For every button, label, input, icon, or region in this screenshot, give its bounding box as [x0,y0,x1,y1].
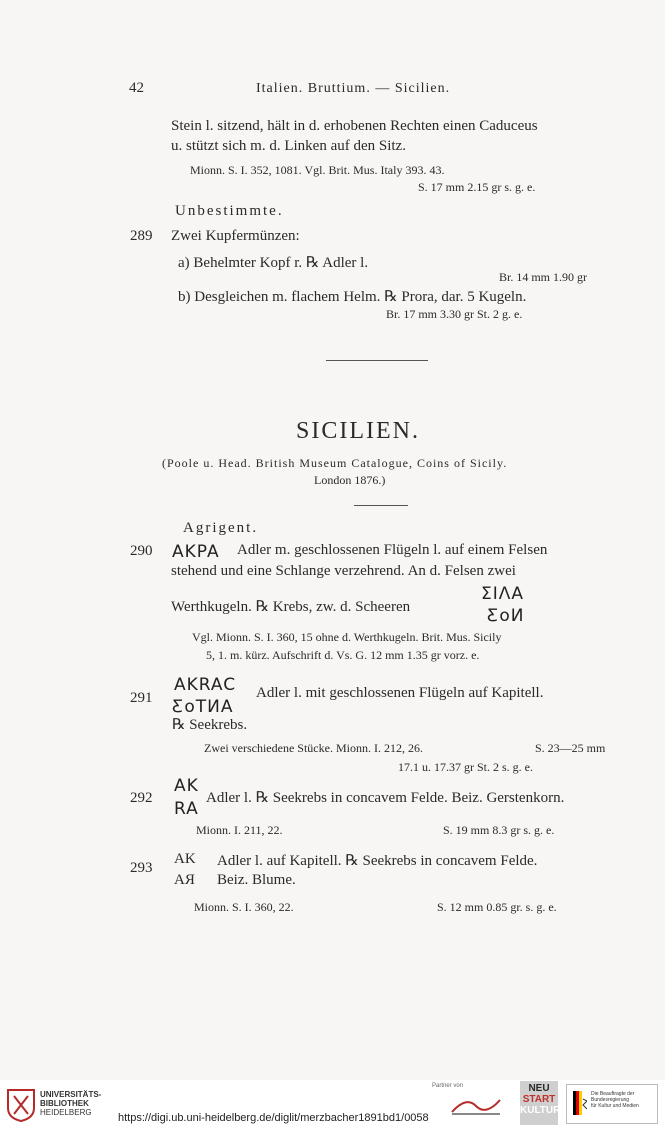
text-line: Beiz. Blume. [217,872,296,888]
subsection-heading: Agrigent. [183,520,259,536]
reference-line: Mionn. I. 211, 22. [196,823,283,837]
library-line: HEIDELBERG [40,1108,92,1117]
viewer-footer [0,1080,665,1129]
entry-number: 290 [130,543,153,559]
measurement-line: S. 12 mm 0.85 gr. s. g. e. [437,900,557,914]
coin-legend: ΣΙΛΑ [481,584,525,604]
text-line: Zwei Kupfermünzen: [171,228,300,244]
reference-line: Mionn. S. I. 360, 22. [194,900,294,914]
measurement-line: S. 19 mm 8.3 gr s. g. e. [443,823,555,837]
text-line: ℞ Seekrebs. [172,717,248,733]
section-title: SICILIEN. [296,418,420,444]
text-line: Adler l. auf Kapitell. ℞ Seekrebs in concavem Felde. [217,853,538,869]
text-line: u. stützt sich m. d. Linken auf den Sitz. [171,138,406,154]
reference-line: Vgl. Mionn. S. I. 360, 15 ohne d. Werthkugeln. Brit. Mus. Sicily [192,630,502,644]
reference-line: Mionn. S. I. 352, 1081. Vgl. Brit. Mus. Italy 393. 43. [190,163,445,177]
measurement-line: S. 23—25 mm [535,741,606,755]
subsection-heading: Unbestimmte. [175,203,284,219]
entry-number: 292 [130,790,153,806]
text-line: stehend und eine Schlange verzehrend. An d. Felsen zwei [171,563,516,579]
bkm-line: für Kultur und Medien [591,1103,639,1109]
page-url-link[interactable]: https://digi.ub.uni-heidelberg.de/diglit/merzbacher1891bd1/0058 [118,1112,429,1124]
measurement-line: 17.1 u. 17.37 gr St. 2 s. g. e. [398,760,533,774]
eagle-icon [573,1091,587,1115]
text-line: Adler m. geschlossenen Flügeln l. auf einem Felsen [237,542,548,558]
coin-legend: ƸoTИA [172,697,234,717]
entry-number: 289 [130,228,153,244]
coin-legend: AЯ [174,872,195,888]
reference-line: Zwei verschiedene Stücke. Mionn. I. 212, 26. [204,741,423,755]
neustart-kultur-logo[interactable] [520,1081,561,1125]
running-title: Italien. Bruttium. — Sicilien. [256,81,451,96]
coin-legend: AK [174,851,196,867]
library-name [40,1090,101,1117]
partner-logo-icon[interactable] [448,1094,504,1118]
measurement-line: S. 17 mm 2.15 gr s. g. e. [418,180,536,194]
divider [354,505,408,506]
library-line: UNIVERSITÄTS- [40,1090,102,1099]
text-line: Stein l. sitzend, hält in d. erhobenen Rechten einen Caduceus [171,118,538,134]
source-line: London 1876.) [314,473,386,487]
text-line: Adler l. ℞ Seekrebs in concavem Felde. Beiz. Gerstenkorn. [206,790,565,806]
neustart-line: NEU [528,1083,550,1094]
bkm-line: Die Beauftragte der Bundesregierung [591,1091,635,1103]
bkm-text [591,1091,657,1109]
coin-legend: RA [174,799,199,819]
measurement-line: Br. 14 mm 1.90 gr [499,270,588,284]
measurement-line: Br. 17 mm 3.30 gr St. 2 g. e. [386,307,523,321]
text-line: Werthkugeln. ℞ Krebs, zw. d. Scheeren [171,599,411,615]
text-line: Adler l. mit geschlossenen Flügeln auf Kapitell. [256,685,544,701]
neustart-line: START [522,1094,556,1105]
divider [326,360,428,361]
library-line: BIBLIOTHEK [40,1099,89,1108]
partner-label: Partner von [432,1083,464,1089]
reference-line: 5, 1. m. kürz. Aufschrift d. Vs. G. 12 mm 1.35 gr vorz. e. [206,648,480,662]
entry-number: 291 [130,690,153,706]
text-line: b) Desgleichen m. flachem Helm. ℞ Prora, dar. 5 Kugeln. [178,289,527,305]
university-seal-icon [6,1088,36,1122]
coin-legend: AKPA [172,542,220,562]
coin-legend: AKRAC [174,675,237,695]
entry-number: 293 [130,860,153,876]
text-line: a) Behelmter Kopf r. ℞ Adler l. [178,255,369,271]
coin-legend: AK [174,776,199,796]
neustart-line: KULTUR [520,1105,561,1116]
source-line: (Poole u. Head. British Museum Catalogue, Coins of Sicily. [162,456,508,470]
bkm-logo[interactable] [566,1084,658,1124]
page-number: 42 [129,80,144,96]
coin-legend: ƸoИ [487,606,525,626]
